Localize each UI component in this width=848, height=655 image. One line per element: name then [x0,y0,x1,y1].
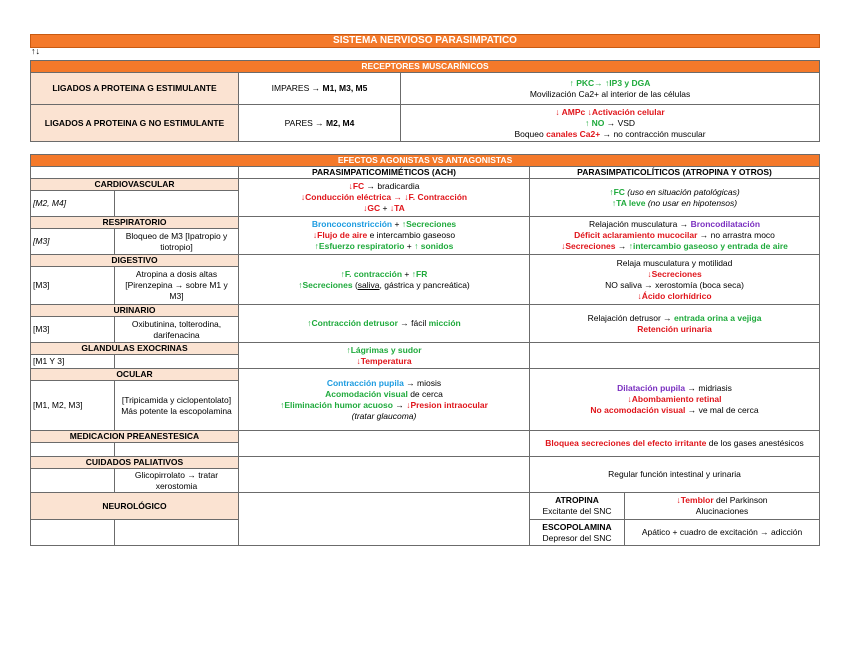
section-ocular: OCULAR [31,369,239,381]
receptor-effect: ↑ PKC→ ↑IP3 y DGA Movilización Ca2+ al interior de las células [401,73,820,105]
recep-urin: [M3] [31,317,115,343]
page-title-bar [30,34,820,48]
drug-paliat: Glicopirrolato → tratar xerostomia [115,469,239,493]
recep-gland: [M1 Y 3] [31,355,115,369]
efectos-table [30,154,820,546]
col-antagonistas: PARASIMPATICOLÍTICOS (ATROPINA Y OTROS) [530,167,820,179]
recep-resp: [M3] [31,229,115,255]
ago-cardio: ↓FC → bradicardia ↓Conducción eléctrica → ↓F. Contracción ↓GC + ↓TA [239,179,530,217]
ago-dig: ↑F. contracción + ↑FR ↑Secreciones (saliva, gástrica y pancreática) [239,255,530,305]
receptor-type: LIGADOS A PROTEINA G ESTIMULANTE [31,73,239,105]
section-digestivo: DIGESTIVO [31,255,239,267]
anta-dig: Relaja musculatura y motilidad ↓Secreciones NO saliva → xerostomía (boca seca) ↓Ácido clorhídrico [530,255,820,305]
section-preanestesica: MEDICACION PREANESTESICA [31,431,239,443]
table-row [31,105,820,142]
ago-resp: Broncoconstricción + ↑Secreciones ↓Flujo de aire e intercambio gaseoso ↑Esfuerzo respiratorio + ↑ sonidos [239,217,530,255]
anta-paliat: Regular función intestinal y urinaria [530,457,820,493]
section-respiratorio: RESPIRATORIO [31,217,239,229]
ago-gland: ↑Lágrimas y sudor ↓Temperatura [239,343,530,369]
anta-premed: Bloquea secreciones del efecto irritante de los gases anestésicos [530,431,820,457]
table-row [31,73,820,105]
drug-dig: Atropina a dosis altas [Pirenzepina → sobre M1 y M3] [115,267,239,305]
col-agonistas: PARASIMPATICOMIMÉTICOS (ACH) [239,167,530,179]
section-glandulas: GLANDULAS EXOCRINAS [31,343,239,355]
anta-ocular: Dilatación pupila → midriasis ↓Abombamiento retinal No acomodación visual → ve mal de cerca [530,369,820,431]
recep-cardio: [M2, M4] [31,191,115,217]
anta-cardio: ↑FC (uso en situación patológicas) ↑TA leve (no usar en hipotensos) [530,179,820,217]
drug-ocular: [Tripicamida y ciclopentolato] Más potente la escopolamina [115,381,239,431]
anta-resp: Relajación musculatura → Broncodilatación Déficit aclaramiento mucocilar → no arrastra moco ↓Secreciones → ↑intercambio gaseoso y entrada de aire [530,217,820,255]
neuro-atropina: ATROPINA Excitante del SNC [530,493,625,520]
section-neurologico: NEUROLÓGICO [31,493,239,520]
section-paliativos: CUIDADOS PALIATIVOS [31,457,239,469]
neuro-atropina-effect: ↓Temblor del Parkinson Alucinaciones [625,493,820,520]
recep-dig: [M3] [31,267,115,305]
ago-urin: ↑Contracción detrusor → fácil micción [239,305,530,343]
receptor-list: IMPARES → M1, M3, M5 [239,73,401,105]
receptor-list: PARES → M2, M4 [239,105,401,142]
neuro-escopolamina: ESCOPOLAMINA Depresor del SNC [530,520,625,546]
drug-urin: Oxibutinina, tolterodina, darifenacina [115,317,239,343]
receptor-effect: ↓ AMPc ↓Activación celular ↑ NO → VSD Boqueo canales Ca2+ → no contracción muscular [401,105,820,142]
neuro-escopolamina-effect: Apático + cuadro de excitación → adicción [625,520,820,546]
page-title: SISTEMA NERVIOSO PARASIMPATICO [333,35,517,46]
ago-ocular: Contracción pupila → miosis Acomodación visual de cerca ↑Eliminación humor acuoso → ↓Presion intraocular (tratar glaucoma) [239,369,530,431]
receptores-table [30,60,820,142]
efectos-header: EFECTOS AGONISTAS VS ANTAGONISTAS [31,155,820,167]
recep-ocular: [M1, M2, M3] [31,381,115,431]
receptor-type: LIGADOS A PROTEINA G NO ESTIMULANTE [31,105,239,142]
receptores-header: RECEPTORES MUSCARÍNICOS [31,61,820,73]
section-cardiovascular: CARDIOVASCULAR [31,179,239,191]
drug-resp: Bloqueo de M3 [Ipatropio y tiotropio] [115,229,239,255]
section-urinario: URINARIO [31,305,239,317]
anta-urin: Relajación detrusor → entrada orina a vejiga Retención urinaria [530,305,820,343]
arrows-note: ↑↓ [31,46,40,56]
